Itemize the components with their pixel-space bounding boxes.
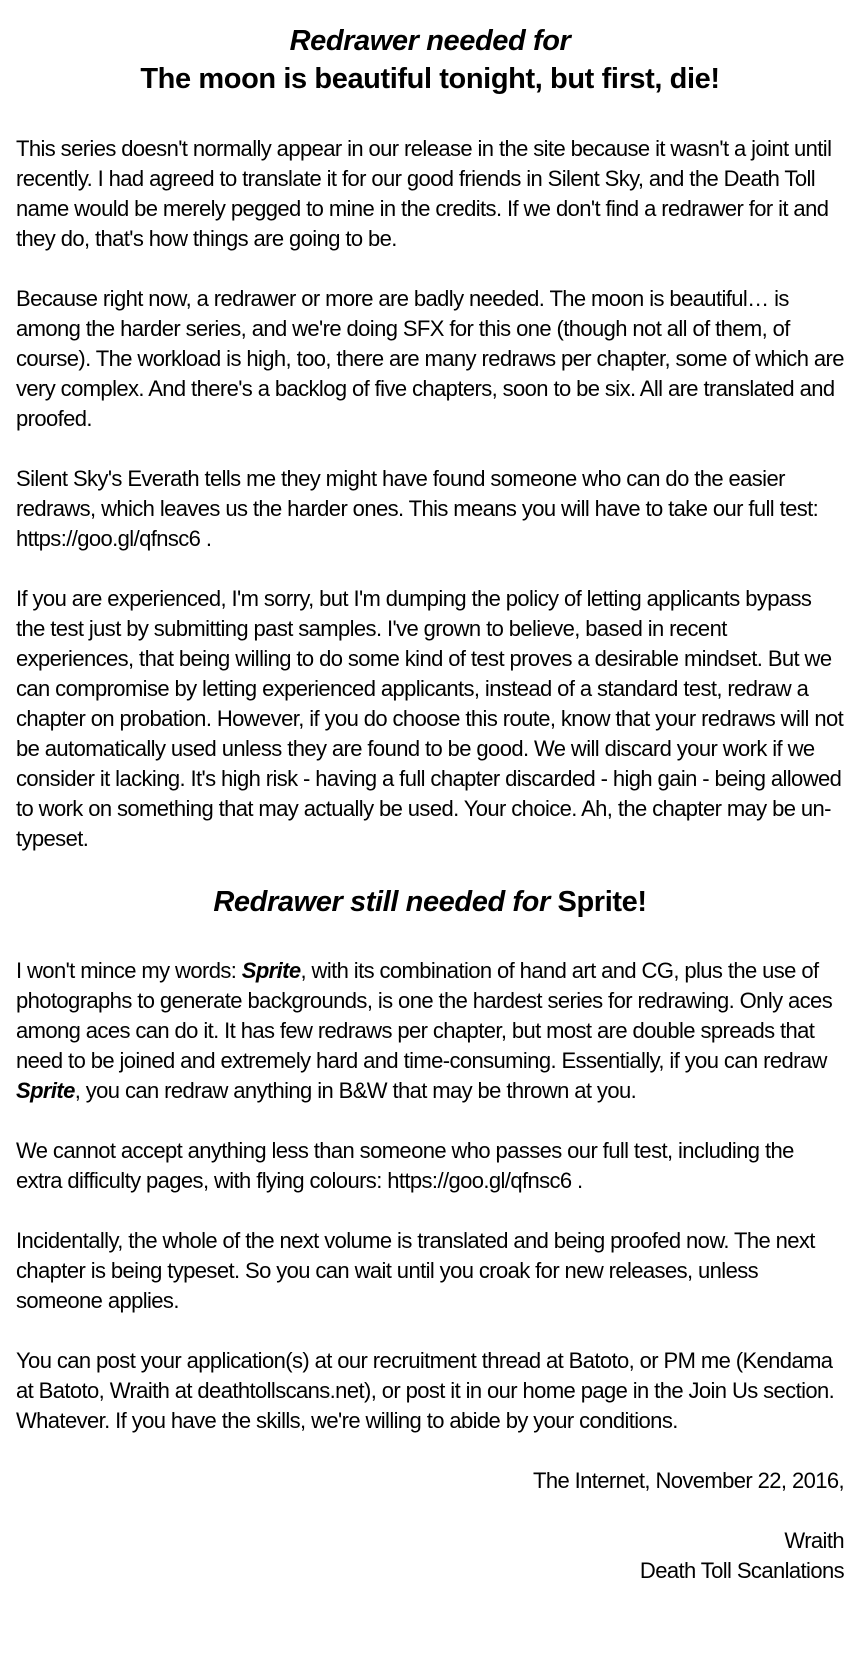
paragraph-test-policy: If you are experienced, I'm sorry, but I'm dumping the policy of letting applicants bypass the test just by submitting past samples. I've grown to believe, based in recent experiences, that being willing to do some kind of test proves a desirable mindset. But we can compromise by letting experienced applicants, instead of a standard test, redraw a chapter on probation. However, if you do choose this route, know that your redraws will not be automatically used unless they are found to be good. We will discard your work if we consider it lacking. It's high risk - having a full chapter discarded - high gain - being allowed to work on something that may actually be used. Your choice. Ah, the chapter may be un-typeset.: [16, 586, 844, 851]
full-test-url-text: https://goo.gl/qfnsc6: [16, 526, 201, 551]
paragraph-sprite-test: [16, 1136, 844, 1196]
sprite-paragraph-seg2: , with its combination of hand art and CG, plus the use of photographs to generate backgrounds, is one the hardest series for redrawing. Only aces among aces can do it. It has few redraws per chapter, but most are double spreads that need to be joined and extremely hard and time-consuming. Essentially, if you can redraw: [16, 958, 833, 1073]
sprite-title-mention-1: Sprite: [241, 958, 301, 983]
sprite-test-url-text: https://goo.gl/qfnsc6: [387, 1168, 572, 1193]
paragraph-sprite-test-tail: .: [571, 1168, 583, 1193]
signature-name: Wraith: [784, 1528, 844, 1553]
dateline: The Internet, November 22, 2016,: [533, 1468, 844, 1493]
main-heading: [16, 22, 844, 98]
sprite-title-mention-2: Sprite: [16, 1078, 75, 1103]
signature-group: Death Toll Scanlations: [639, 1558, 844, 1583]
main-heading-line1: Redrawer needed for: [289, 25, 571, 57]
paragraph-sprite-test-text: We cannot accept anything less than someone who passes our full test, including the extra difficulty pages, with flying colours:: [16, 1138, 794, 1193]
paragraph-redrawer-needed: Because right now, a redrawer or more are badly needed. The moon is beautiful… is among the harder series, and we're doing SFX for this one (though not all of them, of course). The workload is high, too, there are many redraws per chapter, some of which are very complex. And there's a backlog of five chapters, soon to be six. All are translated and proofed.: [16, 286, 844, 431]
paragraph-joint-explanation: This series doesn't normally appear in our release in the site because it wasn't a joint until recently. I had agreed to translate it for our good friends in Silent Sky, and the Death Toll name would be merely pegged to mine in the credits. If we don't find a redrawer for it and they do, that's how things are going to be.: [16, 136, 832, 251]
sprite-heading-title-part: Sprite!: [557, 886, 647, 918]
sprite-heading-italic-part: Redrawer still needed for: [213, 886, 558, 918]
main-heading-line2: The moon is beautiful tonight, but first, die!: [140, 63, 720, 95]
sprite-heading: [16, 884, 844, 920]
paragraph-full-test: [16, 464, 844, 554]
sprite-paragraph-seg3: , you can redraw anything in B&W that may be thrown at you.: [74, 1078, 637, 1103]
paragraph-volume-status: Incidentally, the whole of the next volume is translated and being proofed now. The next chapter is being typeset. So you can wait until you croak for new releases, unless someone applies.: [16, 1228, 815, 1313]
paragraph-sprite-difficulty: [16, 956, 844, 1106]
paragraph-how-to-apply: You can post your application(s) at our recruitment thread at Batoto, or PM me (Kendama at Batoto, Wraith at deathtollscans.net), or post it in our home page in the Join Us section. Whatever. If you have the skills, we're willing to abide by your conditions.: [16, 1348, 835, 1433]
paragraph-full-test-tail: .: [200, 526, 212, 551]
paragraph-full-test-text: Silent Sky's Everath tells me they might have found someone who can do the easier redraws, which leaves us the harder ones. This means you will have to take our full test:: [16, 466, 819, 521]
sprite-paragraph-seg1: I won't mince my words:: [16, 958, 242, 983]
signature-block: [16, 1526, 844, 1586]
